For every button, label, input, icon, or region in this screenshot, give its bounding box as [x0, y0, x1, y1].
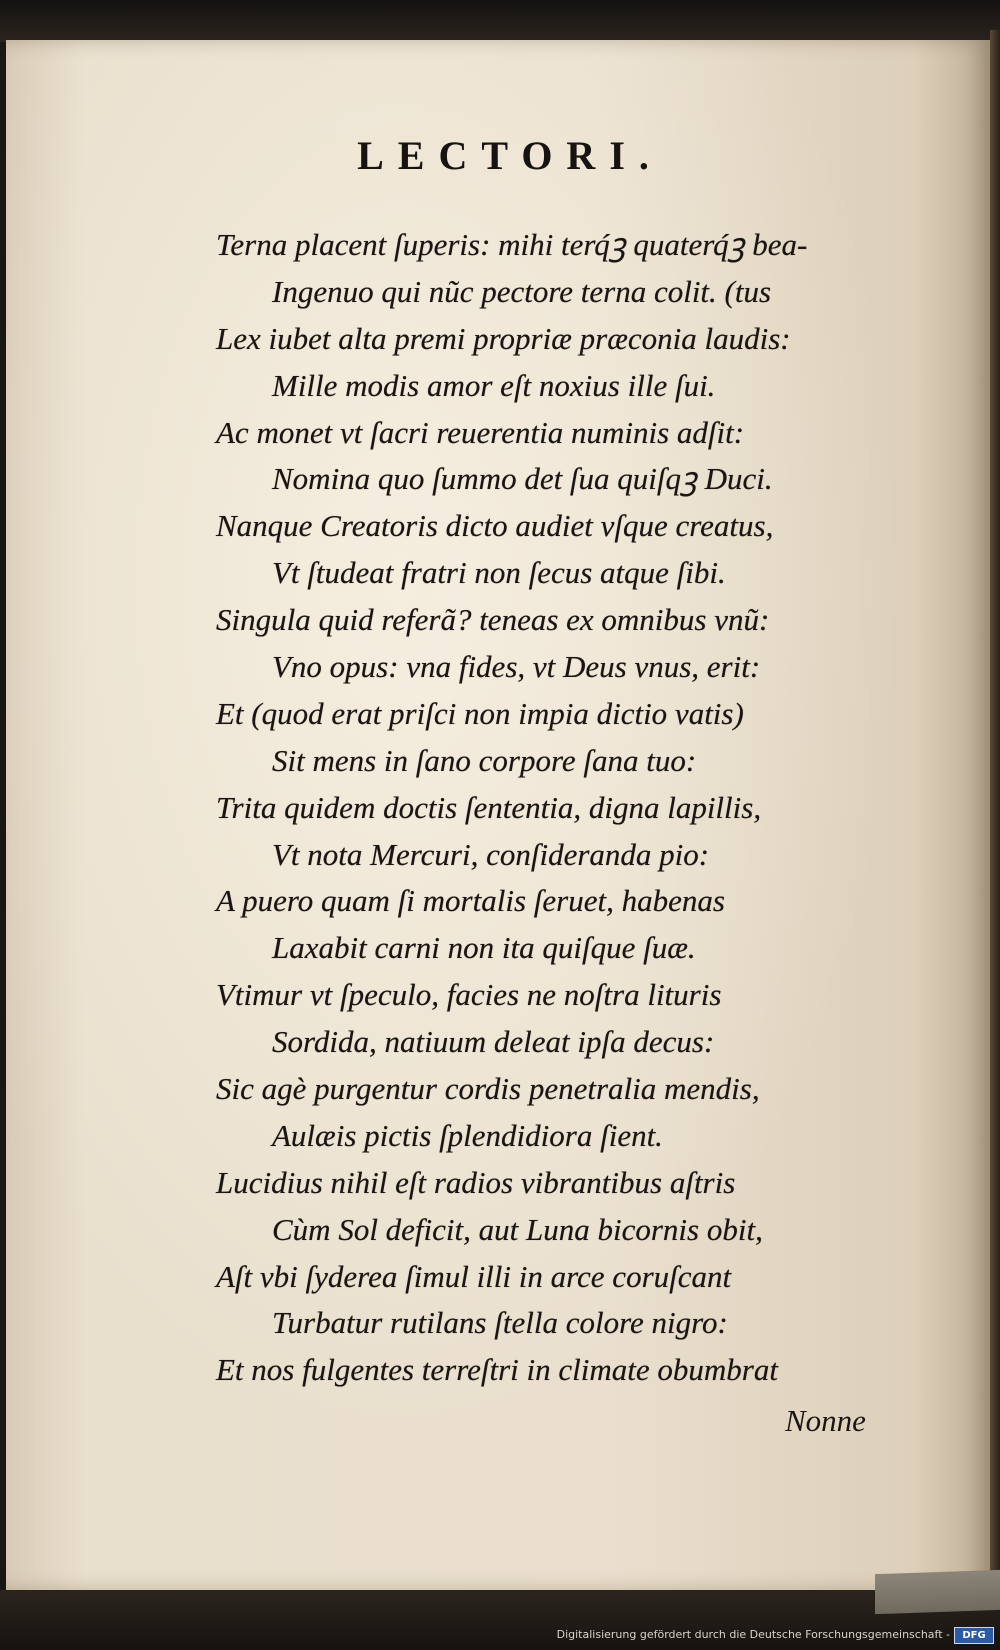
book-foredge: [875, 1570, 1000, 1614]
verse-line: A puero quam ſi mortalis ſeruet, habenas: [216, 883, 725, 919]
verse-line: Singula quid referã? teneas ex omnibus vnũ:: [216, 602, 770, 638]
verse-line: Ingenuo qui nũc pectore terna colit. (tus: [272, 273, 772, 309]
verse-line: Ac monet vt ſacri reuerentia numinis adſit:: [216, 414, 745, 450]
verse-line: Nomina quo ſummo det ſua quiſqꝫ Duci.: [272, 461, 773, 497]
digitization-credit: Digitalisierung gefördert durch die Deutsche Forschungsgemeinschaft -: [556, 1628, 950, 1641]
verse-line: Sit mens in ſano corpore ſana tuo:: [272, 742, 697, 778]
verse-line: Vtimur vt ſpeculo, facies ne noſtra lituris: [216, 977, 722, 1013]
verse-line: Sic agè purgentur cordis penetralia mendis,: [216, 1071, 760, 1107]
catchword: Nonne: [785, 1403, 866, 1438]
verse-block: [0, 222, 1000, 1394]
page-heading: LECTORI.: [357, 133, 663, 178]
verse-line: Mille modis amor eſt noxius ille ſui.: [272, 367, 716, 403]
verse-line: Trita quidem doctis ſententia, digna lapillis,: [216, 789, 762, 825]
verse-line: Aſt vbi ſyderea ſimul illi in arce coruſcant: [216, 1258, 732, 1294]
verse-line: Nanque Creatoris dicto audiet vſque creatus,: [216, 508, 774, 544]
verse-line: Cùm Sol deficit, aut Luna bicornis obit,: [272, 1211, 763, 1247]
verse-line: Et (quod erat priſci non impia dictio vatis): [216, 695, 744, 731]
verse-line: Turbatur rutilans ſtella colore nigro:: [272, 1305, 728, 1341]
verse-line: Lucidius nihil eſt radios vibrantibus aſtris: [216, 1164, 736, 1200]
dfg-logo: DFG: [954, 1627, 994, 1644]
verse-line: Vno opus: vna fides, vt Deus vnus, erit:: [272, 649, 761, 685]
verse-line: Et nos fulgentes terreſtri in climate obumbrat: [216, 1352, 778, 1388]
verse-line: Aulæis pictis ſplendidiora ſient.: [272, 1117, 663, 1153]
scan-frame-top: [0, 0, 1000, 42]
verse-line: Terna placent ſuperis: mihi terq́ꝫ quaterq́ꝫ bea-: [216, 227, 808, 262]
verse-line: Sordida, natiuum deleat ipſa decus:: [272, 1024, 715, 1060]
verse-line: Vt nota Mercuri, conſideranda pio:: [272, 836, 710, 872]
verse-line: Lex iubet alta premi propriæ præconia laudis:: [216, 320, 791, 356]
scan-frame-bottom: [0, 1590, 1000, 1650]
verse-line: Vt ſtudeat fratri non ſecus atque ſibi.: [272, 555, 726, 591]
verse-line: Laxabit carni non ita quiſque ſuæ.: [272, 930, 696, 966]
